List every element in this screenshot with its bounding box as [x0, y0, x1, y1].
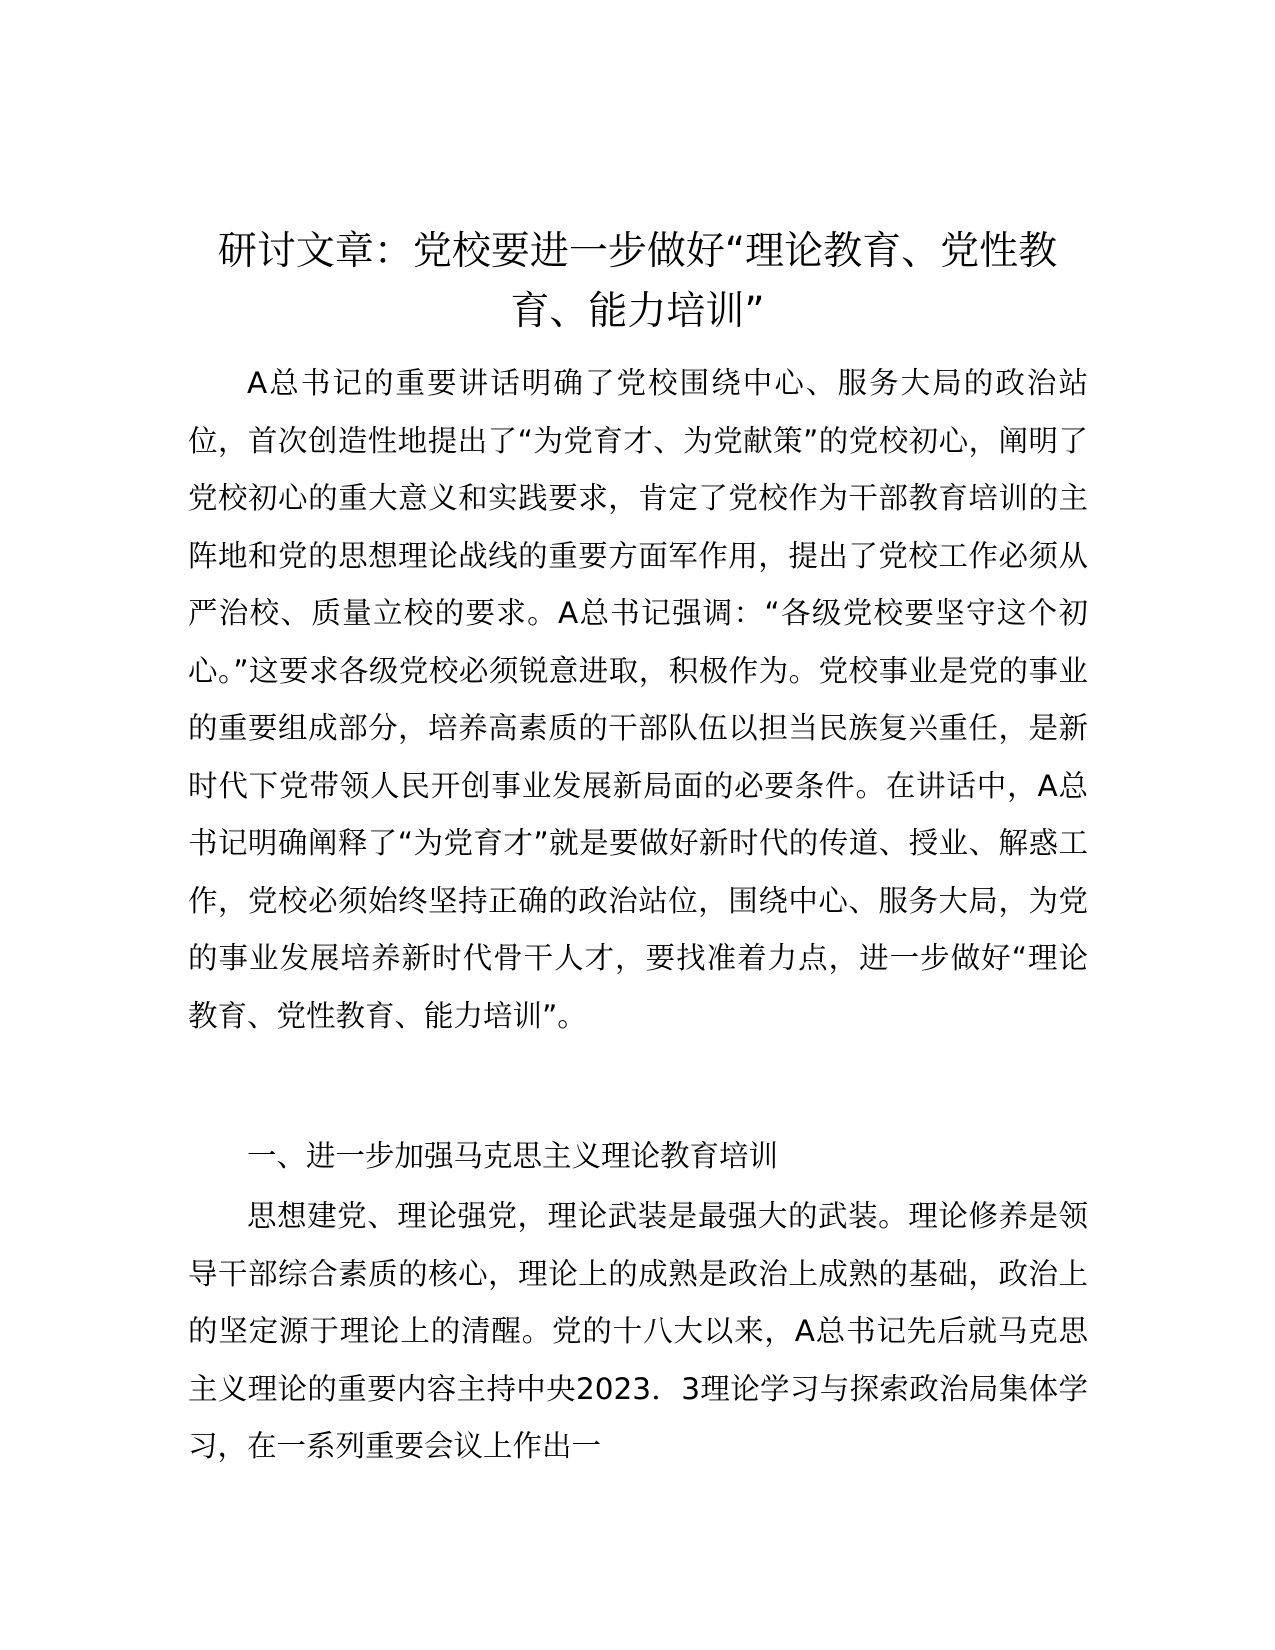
- section-heading: 一、进一步加强马克思主义理论教育培训: [247, 1139, 779, 1173]
- paragraph-section-1: 思想建党、理论强党，理论武装是最强大的武装。理论修养是领导干部综合素质的核心，理论上的成熟是政治上成熟的基础，政治上的坚定源于理论上的清醒。党的十八大以来，A总书记先后就马克思主义理论的重要内容主持中央2023．3理论学习与探索政治局集体学习，在一系列重要会议上作出一: [188, 1199, 1088, 1463]
- document-title: 研讨文章：党校要进一步做好“理论教育、党性教育、能力培训”: [217, 229, 1058, 334]
- paragraph-intro: A总书记的重要讲话明确了党校围绕中心、服务大局的政治站位，首次创造性地提出了“为党育才、为党献策”的党校初心，阐明了党校初心的重大意义和实践要求，肯定了党校作为干部教育培训的主阵地和党的思想理论战线的重要方面军作用，提出了党校工作必须从严治校、质量立校的要求。A总书记强调：“各级党校要坚守这个初心。”这要求各级党校必须锐意进取，积极作为。党校事业是党的事业的重要组成部分，培养高素质的干部队伍以担当民族复兴重任，是新时代下党带领人民开创事业发展新局面的必要条件。在讲话中，A总书记明确阐释了“为党育才”就是要做好新时代的传道、授业、解惑工作，党校必须始终坚持正确的政治站位，围绕中心、服务大局，为党的事业发展培养新时代骨干人才，要找准着力点，进一步做好“理论教育、党性教育、能力培训”。: [188, 366, 1088, 1033]
